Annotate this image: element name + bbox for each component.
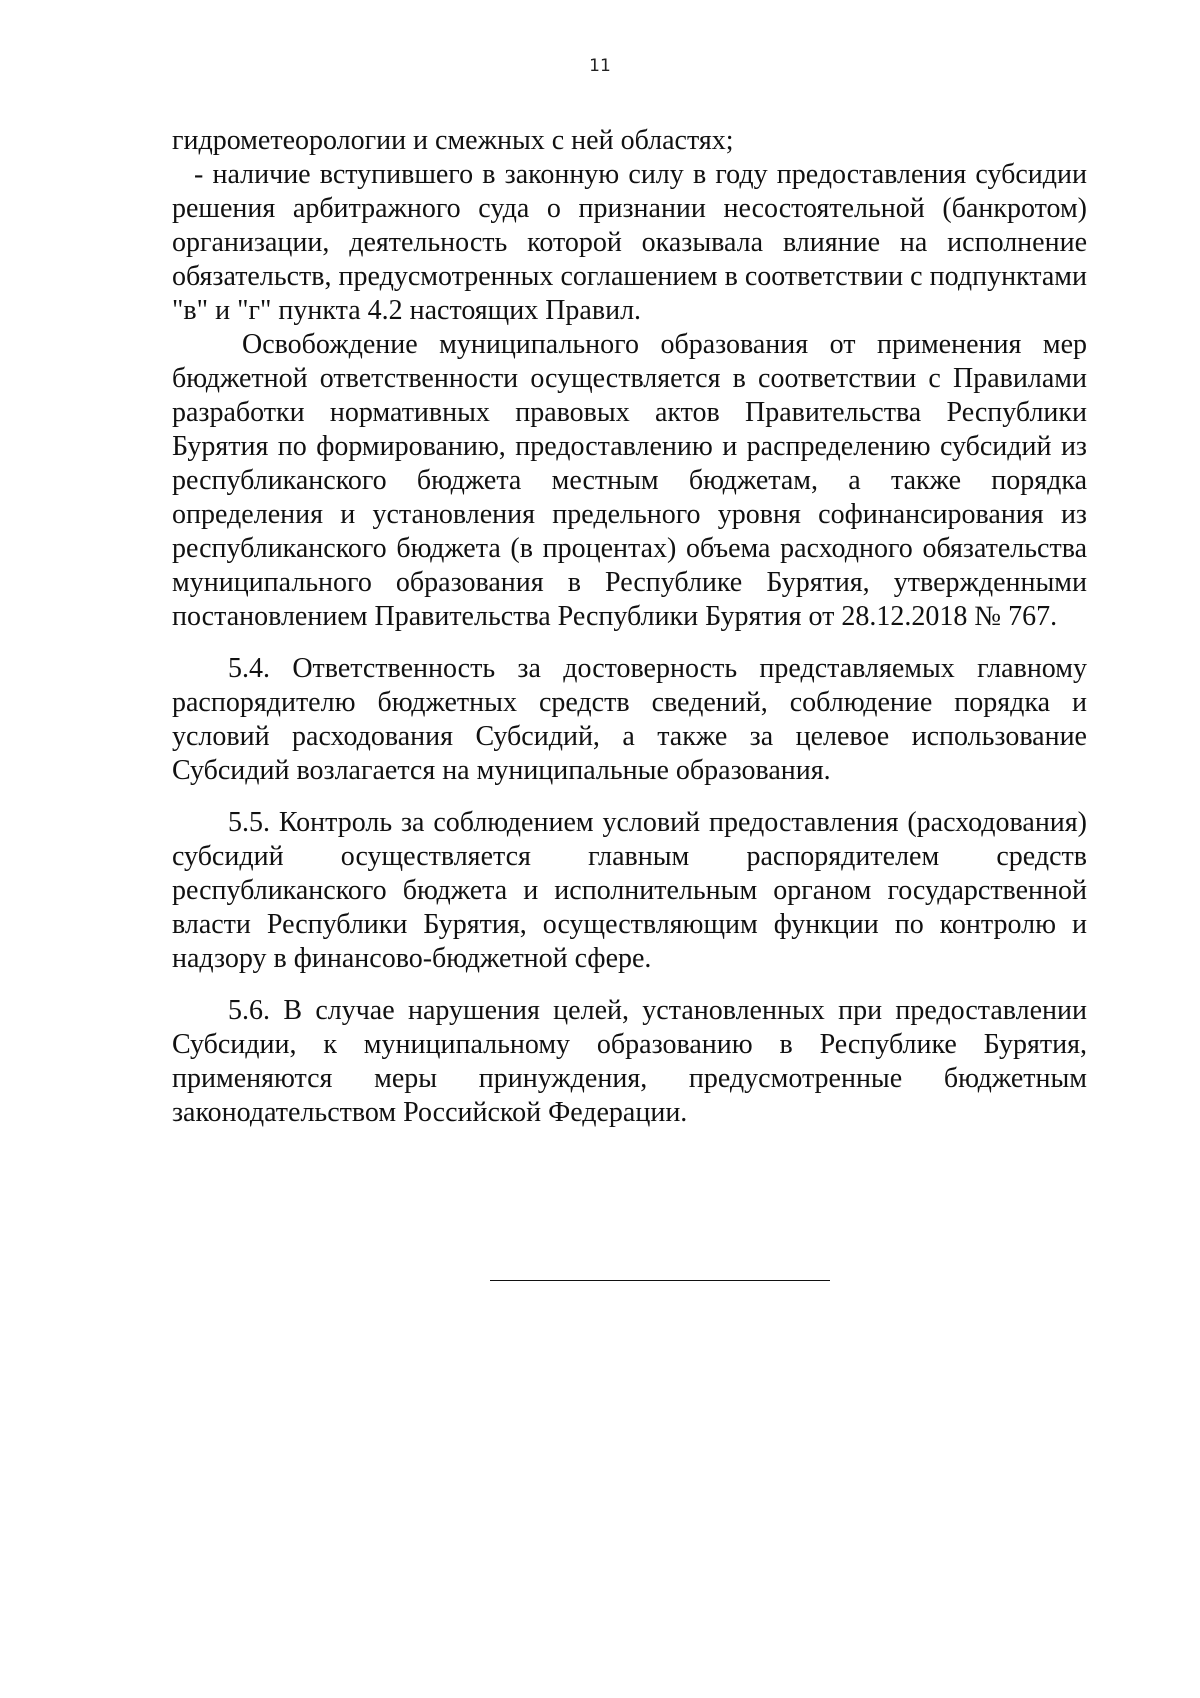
paragraph-5-4: 5.4. Ответственность за достоверность представляемых главному распорядителю бюджетных средств сведений, соблюдение порядка и условий расходования Субсидий, а также за целевое использование Субсидий возлагается на муниципальные образования. <box>172 653 1087 786</box>
end-of-document-rule <box>490 1280 830 1281</box>
paragraph-5-6: 5.6. В случае нарушения целей, установленных при предоставлении Субсидии, к муниципальному образованию в Республике Бурятия, применяются меры принуждения, предусмотренные бюджетным законодательством Российской Федерации. <box>172 995 1087 1128</box>
paragraph-exemption: Освобождение муниципального образования от применения мер бюджетной ответственности осуществляется в соответствии с Правилами разработки нормативных правовых актов Правительства Республики Бурятия по формированию, предоставлению и распределению субсидий из республиканского бюджета местным бюджетам, а также порядка определения и установления предельного уровня софинансирования из республиканского бюджета (в процентах) объема расходного обязательства муниципального образования в Республике Бурятия, утвержденными постановлением Правительства Республики Бурятия от 28.12.2018 № 767. <box>172 329 1087 632</box>
paragraph-continuation: гидрометеорологии и смежных с ней областях; <box>172 125 734 156</box>
page-number: 11 <box>589 56 611 76</box>
paragraph-5-5: 5.5. Контроль за соблюдением условий предоставления (расходования) субсидий осуществляется главным распорядителем средств республиканского бюджета и исполнительным органом государственной власти Республики Бурятия, осуществляющим функции по контролю и надзору в финансово-бюджетной сфере. <box>172 807 1087 974</box>
document-body <box>172 124 1087 1130</box>
paragraph-bankruptcy-item: - наличие вступившего в законную силу в году предоставления субсидии решения арбитражного суда о признании несостоятельной (банкротом) организации, деятельность которой оказывала влияние на исполнение обязательств, предусмотренных соглашением в соответствии с подпунктами "в" и "г" пункта 4.2 настоящих Правил. <box>172 159 1087 326</box>
